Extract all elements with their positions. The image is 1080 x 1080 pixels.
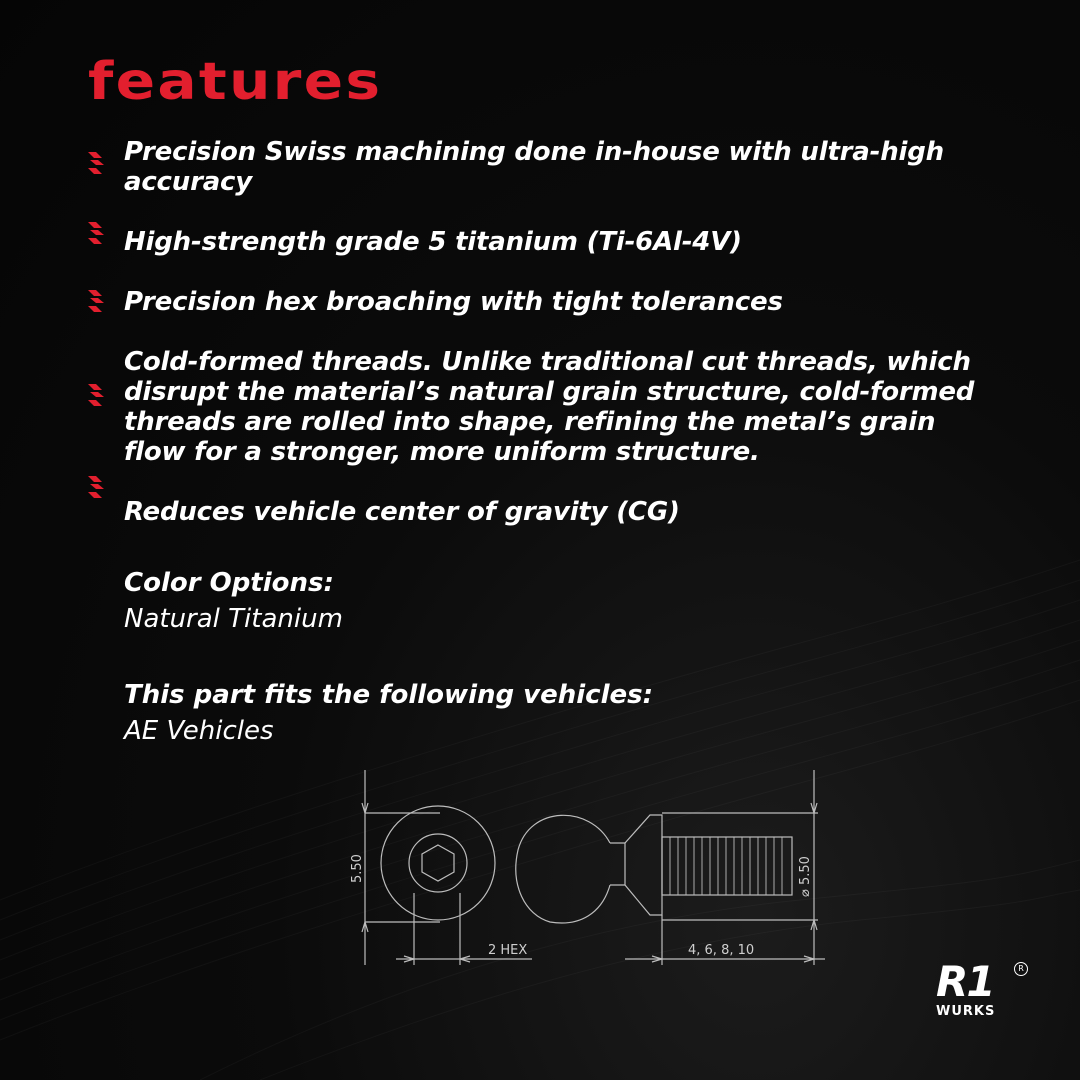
dim-length-label: 4, 6, 8, 10: [688, 943, 755, 958]
feature-item: Reduces vehicle center of gravity (CG): [124, 497, 680, 527]
dim-height-label: 5.50: [350, 854, 365, 883]
dim-hex-label: 2 HEX: [488, 943, 528, 958]
feature-item: Precision hex broaching with tight tolerances: [124, 287, 783, 317]
feature-item: Precision Swiss machining done in-house with ultra-high accuracy: [124, 137, 944, 197]
r1-wurks-logo: [930, 957, 1030, 1022]
vehicles-label: This part fits the following vehicles:: [124, 680, 653, 710]
feature-item: High-strength grade 5 titanium (Ti-6Al-4V): [124, 227, 742, 257]
logo-mark: R1: [936, 957, 994, 1006]
chevron-bullet-icon: [86, 288, 106, 314]
features-title: features: [88, 52, 383, 112]
color-options-value: Natural Titanium: [124, 604, 343, 634]
technical-drawing: [340, 765, 840, 975]
registered-mark: R: [1014, 962, 1028, 976]
chevron-bullet-icon: [86, 474, 106, 500]
dim-diameter-label: ⌀ 5.50: [798, 856, 813, 897]
vehicles-value: AE Vehicles: [124, 716, 274, 746]
color-options-label: Color Options:: [124, 568, 334, 598]
chevron-bullet-icon: [86, 382, 106, 408]
logo-wordmark: WURKS: [936, 1004, 996, 1019]
chevron-bullet-icon: [86, 150, 106, 176]
feature-item: Cold-formed threads. Unlike traditional cut threads, which disrupt the material’s natural grain structure, cold-formed threads are rolled into shape, refining the metal’s grain flow for a stronger, more uniform structure.: [124, 347, 975, 467]
chevron-bullet-icon: [86, 220, 106, 246]
